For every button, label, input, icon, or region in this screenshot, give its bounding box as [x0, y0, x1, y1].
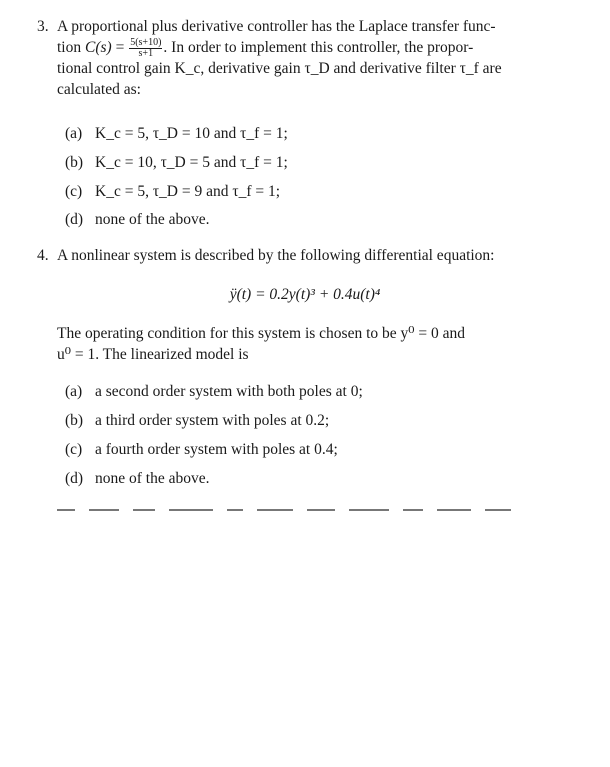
q3-fraction-denominator: s+1 — [138, 47, 154, 59]
q3-equals: = — [115, 39, 125, 56]
q3-option-a — [65, 123, 288, 145]
q3-line-4: calculated as: — [57, 81, 141, 98]
option-label: (c) — [65, 183, 83, 200]
q3-option-d — [65, 209, 210, 231]
option-text: K_c = 5, τ_D = 10 and τ_f = 1; — [95, 125, 288, 142]
q4-option-d — [65, 468, 210, 490]
q3-line-2-start: tion — [57, 39, 82, 56]
option-label: (d) — [65, 211, 84, 228]
q4-line-2: The operating condition for this system is chosen to be y⁰ = 0 and — [57, 325, 465, 342]
q3-transfer-function-symbol: C(s) — [85, 39, 112, 56]
q3-option-c — [65, 181, 280, 203]
option-text: a second order system with both poles at 0; — [95, 383, 363, 400]
cutoff-text-fragment — [57, 509, 537, 513]
option-text: a fourth order system with poles at 0.4; — [95, 441, 338, 458]
q4-option-a — [65, 381, 363, 403]
q3-line-2 — [57, 37, 592, 58]
q3-transfer-fraction — [129, 38, 162, 59]
option-text: none of the above. — [95, 211, 210, 228]
q4-condition — [57, 323, 592, 365]
q3-line-2-end: . In order to implement this controller, the propor- — [163, 39, 474, 56]
q4-line-1: A nonlinear system is described by the following differential equation: — [57, 247, 495, 264]
q3-option-b — [65, 152, 288, 174]
option-text: a third order system with poles at 0.2; — [95, 412, 330, 429]
option-label: (b) — [65, 154, 84, 171]
q4-equation-text: ÿ(t) = 0.2y(t)³ + 0.4u(t)⁴ — [229, 286, 381, 303]
option-label: (a) — [65, 383, 83, 400]
q4-line-3: u⁰ = 1. The linearized model is — [57, 346, 249, 363]
option-label: (a) — [65, 125, 83, 142]
q3-number: 3. — [37, 18, 49, 35]
q4-option-b — [65, 410, 329, 432]
q3-stem — [57, 16, 592, 100]
q4-equation — [0, 284, 610, 306]
option-label: (c) — [65, 441, 83, 458]
option-label: (d) — [65, 470, 84, 487]
option-text: K_c = 5, τ_D = 9 and τ_f = 1; — [95, 183, 281, 200]
option-text: none of the above. — [95, 470, 210, 487]
q4-option-c — [65, 439, 338, 461]
q3-line-1: A proportional plus derivative controller has the Laplace transfer func- — [57, 18, 496, 35]
q3-line-3: tional control gain K_c, derivative gain τ_D and derivative filter τ_f are — [57, 60, 502, 77]
option-label: (b) — [65, 412, 84, 429]
q4-number: 4. — [37, 247, 49, 264]
q4-stem — [57, 245, 592, 266]
q3-fraction-numerator: 5(s+10) — [130, 36, 162, 48]
option-text: K_c = 10, τ_D = 5 and τ_f = 1; — [95, 154, 288, 171]
